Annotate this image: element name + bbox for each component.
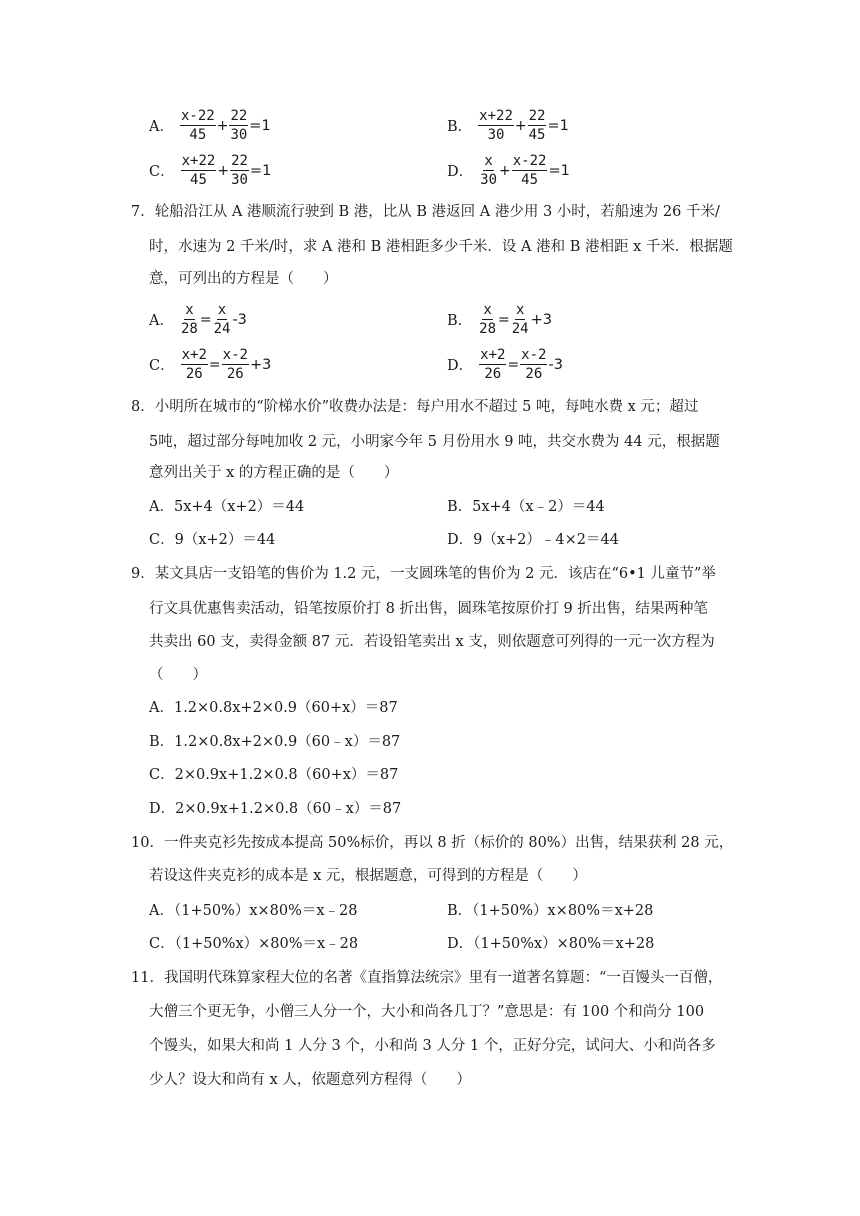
equation-tail: =1: [249, 162, 272, 179]
operator: =: [498, 311, 510, 328]
operator: +: [514, 117, 527, 134]
option-label: C．: [149, 164, 175, 180]
q7-option-d[interactable]: [447, 347, 563, 382]
q9-stem-line: 9．某文具店一支铅笔的售价为 1.2 元，一支圆珠笔的售价为 2 元．该店在“6•1 儿童节”举: [131, 566, 716, 582]
q9-option-c[interactable]: C．2×0.9x+1.2×0.8（60+x）＝87: [149, 767, 399, 783]
q11-stem-line: 大僧三个更无争，小僧三人分一个，大小和尚各几丁？”意思是：有 100 个和尚分 100: [149, 1004, 705, 1020]
q10-option-c[interactable]: C．（1+50%x）×80%＝x﹣28: [149, 936, 359, 952]
operator: +: [499, 162, 511, 179]
option-label: B．: [447, 313, 473, 329]
option-label: D．: [447, 358, 474, 374]
fraction: $\frac{x+2}{26}$: [181, 347, 207, 382]
q8-option-a[interactable]: A．5x+4（x+2）＝44: [149, 499, 305, 515]
fraction: $\frac{x}{28}$: [180, 302, 198, 337]
q7-option-a[interactable]: [149, 302, 247, 337]
q10-option-d[interactable]: D．（1+50%x）×80%＝x+28: [447, 936, 655, 952]
operator: +: [216, 117, 229, 134]
q6-option-c[interactable]: [149, 153, 271, 188]
q6-option-a[interactable]: [149, 108, 271, 143]
equation-tail: +3: [249, 356, 272, 373]
q10-option-a[interactable]: A．（1+50%）x×80%＝x﹣28: [149, 903, 358, 919]
fraction: $\frac{x-2}{26}$: [222, 347, 248, 382]
fraction: $\frac{x+22}{45}$: [181, 153, 216, 188]
operator: =: [507, 356, 520, 373]
operator: +: [217, 162, 230, 179]
q9-stem-line: 行文具优惠售卖活动，铅笔按原价打 8 折出售，圆珠笔按原价打 9 折出售，结果两种笔: [149, 601, 708, 617]
q11-stem-line: 11．我国明代珠算家程大位的名著《直指算法统宗》里有一道著名算题：“一百馒头一百僧，: [131, 970, 723, 986]
fraction: $\frac{x}{24}$: [511, 302, 529, 337]
equation-tail: =1: [547, 117, 569, 134]
option-label: B．: [447, 119, 473, 135]
equation-tail: =1: [249, 117, 271, 134]
q10-stem-line: 若设这件夹克衫的成本是 x 元，根据题意，可得到的方程是（ ）: [149, 868, 587, 884]
q8-option-c[interactable]: C．9（x+2）＝44: [149, 532, 276, 548]
equation-tail: +3: [530, 311, 552, 328]
q8-stem-line: 意列出关于 x 的方程正确的是（ ）: [149, 465, 399, 481]
fraction: $\frac{x+2}{26}$: [480, 347, 506, 382]
option-label: A．: [149, 119, 174, 135]
q9-stem-line: （ ）: [149, 667, 207, 683]
q8-stem-line: 8．小明所在城市的“阶梯水价”收费办法是：每户用水不超过 5 吨，每吨水费 x 元；超过: [131, 399, 699, 415]
operator: =: [208, 356, 221, 373]
fraction: $\frac{x-22}{45}$: [180, 108, 215, 143]
q7-stem-line: 意，可列出的方程是（ ）: [149, 271, 338, 287]
q8-option-b[interactable]: B．5x+4（x﹣2）＝44: [447, 499, 605, 515]
fraction: $\frac{x}{28}$: [479, 302, 497, 337]
q6-option-b[interactable]: [447, 108, 569, 143]
fraction: $\frac{x}{30}$: [480, 153, 497, 188]
fraction: $\frac{x-2}{26}$: [521, 347, 547, 382]
fraction: $\frac{x-22}{45}$: [512, 153, 547, 188]
q7-stem-line: 时，水速为 2 千米/时，求 A 港和 B 港相距多少千米．设 A 港和 B 港相距 x 千米．根据题: [149, 239, 733, 255]
operator: =: [199, 311, 212, 328]
q10-stem-line: 10．一件夹克衫先按成本提高 50%标价，再以 8 折（标价的 80%）出售，结果获利 28 元，: [131, 835, 734, 851]
equation-tail: -3: [232, 311, 247, 328]
q6-option-d[interactable]: [447, 153, 570, 188]
q7-option-c[interactable]: [149, 347, 271, 382]
equation-tail: =1: [548, 162, 570, 179]
fraction: $\frac{x}{24}$: [213, 302, 231, 337]
fraction: $\frac{22}{45}$: [528, 108, 546, 143]
q9-option-a[interactable]: A．1.2×0.8x+2×0.9（60+x）＝87: [149, 700, 398, 716]
q11-stem-line: 少人？设大和尚有 x 人，依题意列方程得（ ）: [149, 1072, 471, 1088]
option-label: D．: [447, 164, 474, 180]
q9-stem-line: 共卖出 60 支，卖得金额 87 元．若设铅笔卖出 x 支，则依题意可列得的一元一次方程为: [149, 634, 715, 650]
fraction: $\frac{22}{30}$: [230, 108, 248, 143]
q8-option-d[interactable]: D．9（x+2）﹣4×2＝44: [447, 532, 619, 548]
q10-option-b[interactable]: B．（1+50%）x×80%＝x+28: [447, 903, 654, 919]
q9-option-b[interactable]: B．1.2×0.8x+2×0.9（60﹣x）＝87: [149, 734, 401, 750]
fraction: $\frac{22}{30}$: [231, 153, 248, 188]
q9-option-d[interactable]: D．2×0.9x+1.2×0.8（60﹣x）＝87: [149, 801, 402, 817]
option-label: A．: [149, 313, 174, 329]
equation-tail: -3: [548, 356, 563, 373]
q8-stem-line: 5吨，超过部分每吨加收 2 元，小明家今年 5 月份用水 9 吨，共交水费为 44 元，根据题: [149, 434, 720, 450]
q7-option-b[interactable]: [447, 302, 552, 337]
fraction: $\frac{x+22}{30}$: [479, 108, 513, 143]
option-label: C．: [149, 358, 175, 374]
q7-stem-line: 7．轮船沿江从 A 港顺流行驶到 B 港，比从 B 港返回 A 港少用 3 小时，若船速为 26 千米/: [131, 204, 720, 220]
q11-stem-line: 个馒头，如果大和尚 1 人分 3 个，小和尚 3 人分 1 个，正好分完，试问大、小和尚各多: [149, 1038, 716, 1054]
